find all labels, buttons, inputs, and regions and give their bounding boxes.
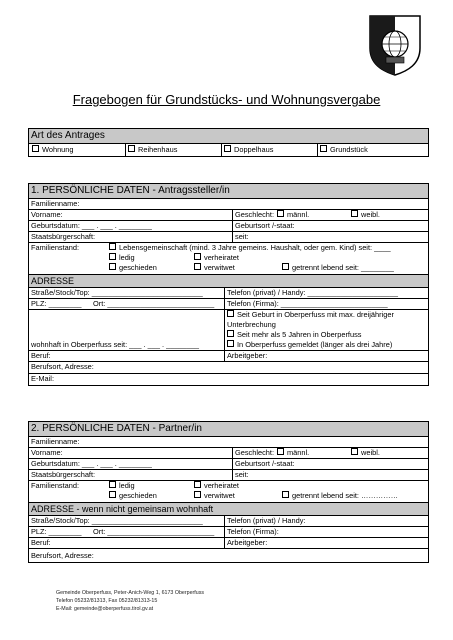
familienname-label: Familienname: xyxy=(31,437,80,446)
plz-label: PLZ: ________ xyxy=(31,527,82,536)
checkbox-icon[interactable] xyxy=(227,340,234,347)
option-label: In Oberperfuss gemeldet (länger als drei Jahre) xyxy=(237,340,393,349)
checkbox-icon[interactable] xyxy=(109,243,116,250)
option-label: männl. xyxy=(287,210,310,219)
plz-row[interactable] xyxy=(29,299,428,310)
beruf-label: Beruf: xyxy=(31,351,51,360)
vorname-row[interactable] xyxy=(29,210,428,221)
option-label: Grundstück xyxy=(330,145,368,154)
checkbox-icon[interactable] xyxy=(227,330,234,337)
geburtsdatum-label: Geburtsdatum: ___ . ___ . ________ xyxy=(31,221,152,230)
checkbox-icon[interactable] xyxy=(109,263,116,270)
checkbox-icon[interactable] xyxy=(282,263,289,270)
option-getrennt[interactable] xyxy=(282,491,398,501)
berufsort-row[interactable] xyxy=(29,362,428,374)
option-label: ledig xyxy=(119,253,135,262)
option-label: getrennt lebend seit: ________ xyxy=(292,263,394,272)
option-label: geschieden xyxy=(119,263,157,272)
option-weibl[interactable] xyxy=(351,210,380,220)
footer xyxy=(56,589,204,613)
option-verheiratet[interactable] xyxy=(194,481,239,491)
checkbox-icon[interactable] xyxy=(277,210,284,217)
checkbox-icon[interactable] xyxy=(32,145,39,152)
arbeitgeber-label: Arbeitgeber: xyxy=(227,351,268,360)
staatsbuergerschaft-label: Staatsbürgerschaft: xyxy=(31,232,96,241)
staatsbuergerschaft-row[interactable] xyxy=(29,470,428,481)
checkbox-icon[interactable] xyxy=(109,481,116,488)
option-label: verheiratet xyxy=(204,253,239,262)
geburtsort-label: Geburtsort /-staat: xyxy=(235,459,295,468)
option-label: verwitwet xyxy=(204,263,235,272)
checkbox-icon[interactable] xyxy=(194,491,201,498)
footer-phone: Telefon 05232/81313, Fax 05232/81313-15 xyxy=(56,598,158,604)
checkbox-icon[interactable] xyxy=(194,253,201,260)
section-person1 xyxy=(28,183,429,386)
option-label: Lebensgemeinschaft (mind. 3 Jahre gemeins. Haushalt, oder gem. Kind) seit: ____ xyxy=(119,243,391,252)
familienname-row[interactable] xyxy=(29,437,428,448)
geburtsort-label: Geburtsort /-staat: xyxy=(235,221,295,230)
telefon-firma-label: Telefon (Firma): xyxy=(227,527,279,536)
telefon-privat-label: Telefon (privat) / Handy: xyxy=(227,516,306,525)
option-label: männl. xyxy=(287,448,310,457)
section-heading: ADRESSE - wenn nicht gemeinsam wohnhaft xyxy=(29,503,428,516)
section-heading: 2. PERSÖNLICHE DATEN - Partner/in xyxy=(29,422,428,437)
email-row[interactable] xyxy=(29,374,428,386)
antrag-options-row xyxy=(29,144,428,157)
wohnhaft-label: wohnhaft in Oberperfuss seit: ___ . ___ . ________ xyxy=(31,340,200,349)
ort-label: Ort: __________________________ xyxy=(93,299,215,308)
checkbox-icon[interactable] xyxy=(351,448,358,455)
option-maennl[interactable] xyxy=(277,448,309,458)
page-title: Fragebogen für Grundstücks- und Wohnungsvergabe xyxy=(72,92,381,107)
berufsort-row[interactable] xyxy=(29,549,428,563)
familienstand-row xyxy=(29,481,428,503)
beruf-row[interactable] xyxy=(29,351,428,362)
strasse-row[interactable] xyxy=(29,288,428,299)
vorname-row[interactable] xyxy=(29,448,428,459)
option-label: Seit mehr als 5 Jahren in Oberperfuss xyxy=(237,330,362,339)
coat-of-arms-logo xyxy=(368,14,422,76)
option-label: verheiratet xyxy=(204,481,239,490)
option-maennl[interactable] xyxy=(277,210,309,220)
section-heading: Art des Antrages xyxy=(29,129,428,144)
checkbox-icon[interactable] xyxy=(194,263,201,270)
checkbox-icon[interactable] xyxy=(109,253,116,260)
section-heading: ADRESSE xyxy=(29,275,428,288)
vorname-label: Vorname: xyxy=(31,448,63,457)
berufsort-label: Berufsort, Adresse: xyxy=(31,362,94,371)
option-seit-5-jahren[interactable] xyxy=(227,330,361,340)
familienname-row[interactable] xyxy=(29,199,428,210)
familienname-label: Familienname: xyxy=(31,199,80,208)
checkbox-icon[interactable] xyxy=(227,310,234,317)
option-wohnung[interactable] xyxy=(32,144,74,156)
option-geschieden[interactable] xyxy=(109,263,157,273)
option-seit-geburt[interactable] xyxy=(227,310,427,330)
checkbox-icon[interactable] xyxy=(277,448,284,455)
option-label: Wohnung xyxy=(42,145,74,154)
beruf-row[interactable] xyxy=(29,538,428,549)
strasse-label: Straße/Stock/Top: ___________________________ xyxy=(31,516,203,525)
option-label: Reihenhaus xyxy=(138,145,178,154)
email-label: E-Mail: xyxy=(31,374,54,383)
geburtsdatum-label: Geburtsdatum: ___ . ___ . ________ xyxy=(31,459,152,468)
option-label: ledig xyxy=(119,481,135,490)
staatsbuergerschaft-label: Staatsbürgerschaft: xyxy=(31,470,96,479)
checkbox-icon[interactable] xyxy=(320,145,327,152)
option-label: verwitwet xyxy=(204,491,235,500)
strasse-row[interactable] xyxy=(29,516,428,527)
arbeitgeber-label: Arbeitgeber: xyxy=(227,538,268,547)
option-getrennt[interactable] xyxy=(282,263,394,273)
berufsort-label: Berufsort, Adresse: xyxy=(31,551,94,560)
wohnhaft-row xyxy=(29,310,428,351)
checkbox-icon[interactable] xyxy=(224,145,231,152)
strasse-label: Straße/Stock/Top: ___________________________ xyxy=(31,288,203,297)
seit-label: seit: xyxy=(235,470,249,479)
ort-label: Ort: __________________________ xyxy=(93,527,215,536)
geburtsdatum-row[interactable] xyxy=(29,221,428,232)
option-verwitwet[interactable] xyxy=(194,263,235,273)
option-ledig[interactable] xyxy=(109,481,135,491)
section-person2 xyxy=(28,421,429,563)
option-weibl[interactable] xyxy=(351,448,380,458)
geschlecht-label: Geschlecht: xyxy=(235,210,275,219)
option-label: getrennt lebend seit: …………… xyxy=(292,491,398,500)
checkbox-icon[interactable] xyxy=(194,481,201,488)
option-label: weibl. xyxy=(361,210,380,219)
plz-row[interactable] xyxy=(29,527,428,538)
option-lebensgemeinschaft[interactable] xyxy=(109,243,391,253)
geburtsdatum-row[interactable] xyxy=(29,459,428,470)
section-antrag xyxy=(28,128,429,157)
familienstand-label: Familienstand: xyxy=(31,481,80,490)
footer-address: Gemeinde Oberperfuss, Peter-Anich-Weg 1, 6173 Oberperfuss xyxy=(56,590,204,596)
option-verheiratet[interactable] xyxy=(194,253,239,263)
vorname-label: Vorname: xyxy=(31,210,63,219)
checkbox-icon[interactable] xyxy=(109,491,116,498)
checkbox-icon[interactable] xyxy=(282,491,289,498)
staatsbuergerschaft-row[interactable] xyxy=(29,232,428,243)
geschlecht-label: Geschlecht: xyxy=(235,448,275,457)
option-grundstueck[interactable] xyxy=(320,144,368,156)
option-reihenhaus[interactable] xyxy=(128,144,177,156)
seit-label: seit: xyxy=(235,232,249,241)
plz-label: PLZ: ________ xyxy=(31,299,82,308)
option-ledig[interactable] xyxy=(109,253,135,263)
option-geschieden[interactable] xyxy=(109,491,157,501)
checkbox-icon[interactable] xyxy=(351,210,358,217)
option-verwitwet[interactable] xyxy=(194,491,235,501)
telefon-privat-label: Telefon (privat) / Handy: ______________________ xyxy=(227,288,398,297)
section-heading: 1. PERSÖNLICHE DATEN - Antragssteller/in xyxy=(29,184,428,199)
telefon-firma-label: Telefon (Firma): __________________________ xyxy=(227,299,388,308)
familienstand-row xyxy=(29,243,428,275)
footer-email[interactable]: E-Mail: gemeinde@oberperfuss.tirol.gv.at xyxy=(56,606,154,612)
familienstand-label: Familienstand: xyxy=(31,243,80,252)
option-label: Seit Geburt in Oberperfuss mit max. dreijähriger Unterbrechung xyxy=(227,310,394,329)
option-label: geschieden xyxy=(119,491,157,500)
option-gemeldet[interactable] xyxy=(227,340,392,350)
option-doppelhaus[interactable] xyxy=(224,144,273,156)
beruf-label: Beruf: xyxy=(31,538,51,547)
option-label: weibl. xyxy=(361,448,380,457)
checkbox-icon[interactable] xyxy=(128,145,135,152)
option-label: Doppelhaus xyxy=(234,145,274,154)
